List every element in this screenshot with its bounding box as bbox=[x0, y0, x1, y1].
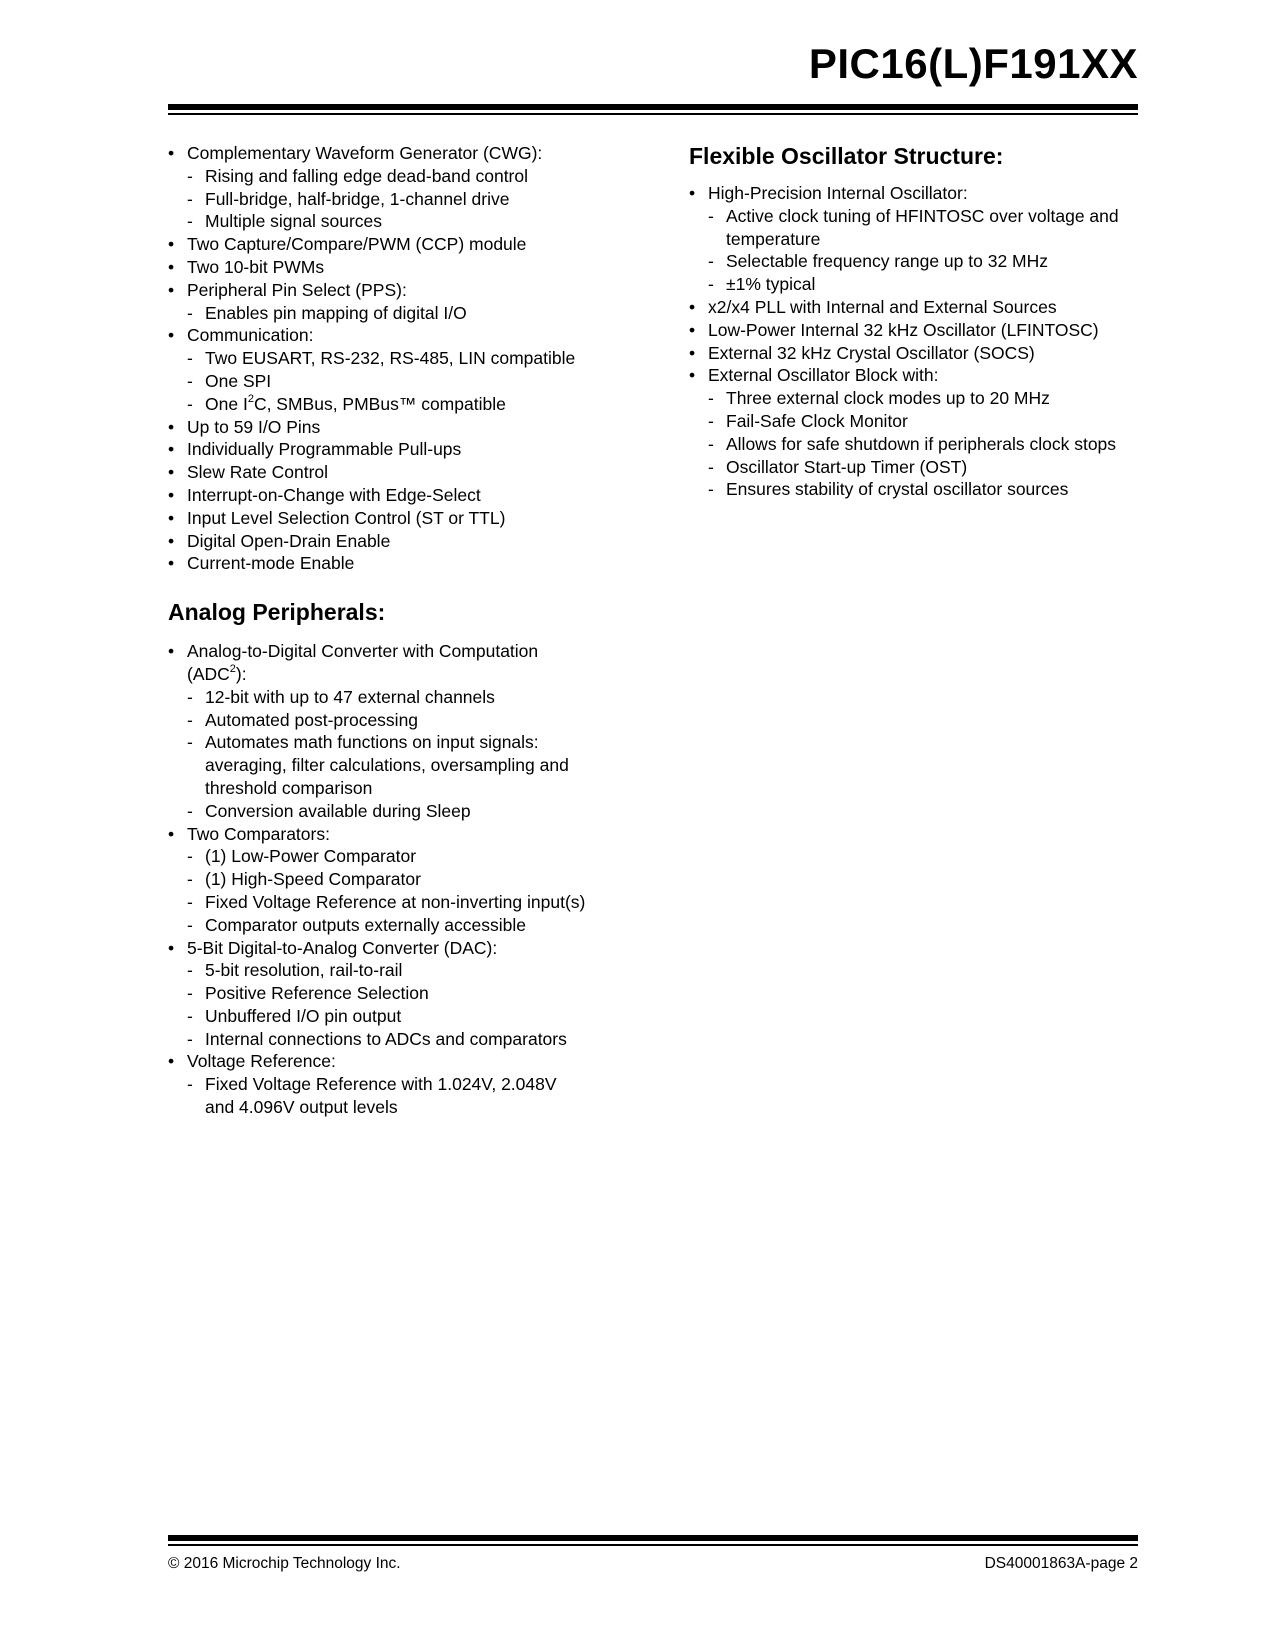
item-text: Fixed Voltage Reference at non-inverting input(s) bbox=[205, 891, 586, 912]
analog-peripherals-heading: Analog Peripherals: bbox=[168, 599, 386, 626]
item-text: Rising and falling edge dead-band control bbox=[205, 165, 529, 186]
sub-item bbox=[168, 845, 588, 868]
item-text: Fixed Voltage Reference with 1.024V, 2.048V and 4.096V output levels bbox=[205, 1074, 557, 1118]
item-text: Fail-Safe Clock Monitor bbox=[726, 410, 908, 431]
bullet-item bbox=[168, 552, 588, 575]
item-text: C, SMBus, PMBus™ compatible bbox=[253, 393, 506, 414]
item-text: Two 10-bit PWMs bbox=[187, 256, 325, 277]
item-text: Two EUSART, RS-232, RS-485, LIN compatible bbox=[205, 348, 576, 369]
item-text: Active clock tuning of HFINTOSC over voltage and temperature bbox=[726, 205, 1119, 249]
item-text: Complementary Waveform Generator (CWG): bbox=[187, 143, 543, 163]
page-reference: DS40001863A-page 2 bbox=[984, 1555, 1138, 1572]
sub-item bbox=[689, 456, 1139, 479]
page-title: PIC16(L)F191XX bbox=[808, 40, 1138, 87]
bullet-item bbox=[168, 438, 588, 461]
item-text: External 32 kHz Crystal Oscillator (SOCS) bbox=[708, 342, 1035, 363]
right-column bbox=[689, 142, 1139, 501]
item-text: Analog-to-Digital Converter with Computation (ADC bbox=[187, 641, 539, 684]
item-text: 5-Bit Digital-to-Analog Converter (DAC): bbox=[187, 937, 498, 958]
superscript: 2 bbox=[247, 392, 254, 405]
item-text: Allows for safe shutdown if peripherals clock stops bbox=[726, 433, 1117, 454]
item-text: Internal connections to ADCs and comparators bbox=[205, 1028, 567, 1049]
item-text: 5-bit resolution, rail-to-rail bbox=[205, 960, 403, 981]
item-text: High-Precision Internal Oscillator: bbox=[708, 183, 968, 203]
item-text: (1) Low-Power Comparator bbox=[205, 846, 417, 867]
sub-item bbox=[168, 800, 588, 823]
oscillator-feature-list bbox=[689, 182, 1139, 501]
sub-item bbox=[689, 273, 1139, 296]
sub-item bbox=[168, 347, 588, 370]
item-text: Two Comparators: bbox=[187, 823, 330, 844]
sub-item bbox=[168, 959, 588, 982]
sub-item bbox=[689, 410, 1139, 433]
item-text: External Oscillator Block with: bbox=[708, 365, 939, 386]
sub-item bbox=[168, 731, 588, 799]
sub-item bbox=[168, 188, 588, 211]
sub-item bbox=[689, 387, 1139, 410]
item-text: One SPI bbox=[205, 370, 272, 391]
bullet-item bbox=[168, 937, 588, 960]
item-text: Conversion available during Sleep bbox=[205, 800, 471, 821]
sub-item bbox=[168, 709, 588, 732]
item-text: Peripheral Pin Select (PPS): bbox=[187, 279, 407, 300]
footer-rule-thin bbox=[168, 1544, 1138, 1546]
bullet-item bbox=[168, 507, 588, 530]
item-text: Individually Programmable Pull-ups bbox=[187, 439, 462, 460]
item-text: One I bbox=[205, 393, 248, 414]
bullet-item bbox=[168, 233, 588, 256]
bullet-item bbox=[689, 182, 1139, 205]
item-text: Positive Reference Selection bbox=[205, 983, 429, 1004]
item-text: x2/x4 PLL with Internal and External Sources bbox=[708, 296, 1057, 317]
bullet-item bbox=[689, 364, 1139, 387]
item-text: Full-bridge, half-bridge, 1-channel drive bbox=[205, 188, 510, 209]
sub-item bbox=[168, 982, 588, 1005]
item-text: Automates math functions on input signals: averaging, filter calculations, oversampling and threshold comparison bbox=[205, 732, 569, 798]
item-text: ±1% typical bbox=[726, 274, 816, 295]
item-text: Multiple signal sources bbox=[205, 211, 383, 232]
item-text: 12-bit with up to 47 external channels bbox=[205, 686, 495, 707]
bullet-item bbox=[689, 296, 1139, 319]
item-text: Input Level Selection Control (ST or TTL) bbox=[187, 507, 506, 528]
oscillator-heading: Flexible Oscillator Structure: bbox=[689, 143, 1004, 169]
sub-item bbox=[168, 686, 588, 709]
left-column bbox=[168, 142, 588, 1119]
item-text: Comparator outputs externally accessible bbox=[205, 914, 526, 935]
bullet-item bbox=[168, 1050, 588, 1073]
bullet-item bbox=[689, 342, 1139, 365]
item-text: Enables pin mapping of digital I/O bbox=[205, 302, 467, 323]
bullet-item bbox=[168, 324, 588, 347]
item-text: Selectable frequency range up to 32 MHz bbox=[726, 251, 1048, 272]
superscript: 2 bbox=[229, 663, 236, 676]
item-text: Two Capture/Compare/PWM (CCP) module bbox=[187, 234, 527, 255]
sub-item bbox=[168, 891, 588, 914]
sub-item bbox=[168, 1028, 588, 1051]
sub-item bbox=[168, 165, 588, 188]
item-text: Interrupt-on-Change with Edge-Select bbox=[187, 484, 481, 505]
item-text: Communication: bbox=[187, 325, 314, 346]
item-text: Slew Rate Control bbox=[187, 462, 329, 483]
item-text: Up to 59 I/O Pins bbox=[187, 416, 321, 437]
bullet-item bbox=[168, 142, 588, 165]
copyright-text: © 2016 Microchip Technology Inc. bbox=[168, 1555, 401, 1572]
analog-feature-list bbox=[168, 640, 588, 1119]
item-text: Current-mode Enable bbox=[187, 553, 355, 574]
sub-item bbox=[168, 370, 588, 393]
item-text: Automated post-processing bbox=[205, 709, 419, 730]
bullet-item bbox=[168, 256, 588, 279]
header-rule-thick bbox=[168, 104, 1138, 110]
sub-item bbox=[168, 868, 588, 891]
sub-item bbox=[689, 478, 1139, 501]
item-text: Unbuffered I/O pin output bbox=[205, 1005, 402, 1026]
sub-item bbox=[168, 1005, 588, 1028]
sub-item bbox=[168, 393, 588, 416]
bullet-item bbox=[689, 319, 1139, 342]
item-text: Low-Power Internal 32 kHz Oscillator (LFINTOSC) bbox=[708, 319, 1099, 340]
sub-item bbox=[168, 302, 588, 325]
item-text: (1) High-Speed Comparator bbox=[205, 869, 421, 890]
sub-item bbox=[168, 914, 588, 937]
peripheral-feature-list bbox=[168, 142, 588, 575]
bullet-item bbox=[168, 823, 588, 846]
bullet-item bbox=[168, 530, 588, 553]
item-text: Oscillator Start-up Timer (OST) bbox=[726, 456, 968, 477]
sub-item bbox=[168, 210, 588, 233]
sub-item bbox=[689, 433, 1139, 456]
bullet-item bbox=[168, 640, 588, 686]
footer-rule-thick bbox=[168, 1535, 1138, 1541]
sub-item bbox=[689, 250, 1139, 273]
sub-item bbox=[168, 1073, 588, 1119]
item-text: Voltage Reference: bbox=[187, 1051, 336, 1072]
bullet-item bbox=[168, 279, 588, 302]
item-text: Digital Open-Drain Enable bbox=[187, 530, 391, 551]
bullet-item bbox=[168, 461, 588, 484]
item-text: ): bbox=[235, 663, 247, 684]
item-text: Ensures stability of crystal oscillator sources bbox=[726, 479, 1069, 500]
bullet-item bbox=[168, 416, 588, 439]
sub-item bbox=[689, 205, 1139, 251]
header-rule-thin bbox=[168, 113, 1138, 115]
bullet-item bbox=[168, 484, 588, 507]
item-text: Three external clock modes up to 20 MHz bbox=[726, 388, 1050, 409]
